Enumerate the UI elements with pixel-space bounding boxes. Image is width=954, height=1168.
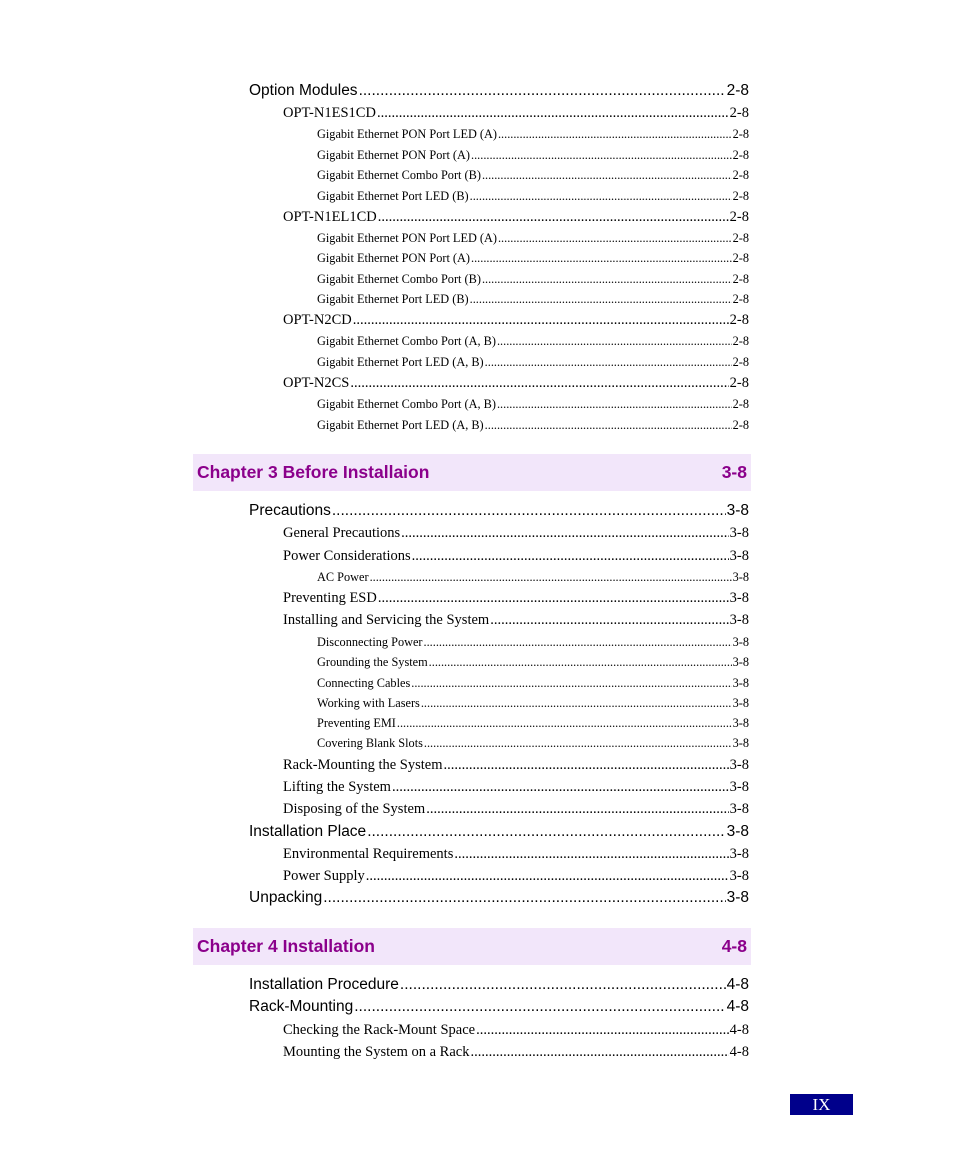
toc-entry[interactable] xyxy=(249,976,749,994)
toc-entry-label: Gigabit Ethernet Port LED (B) xyxy=(317,292,469,306)
toc-entry-page: 3-8 xyxy=(732,676,749,690)
toc-entry[interactable] xyxy=(283,846,749,863)
dot-leader xyxy=(444,757,729,774)
dot-leader xyxy=(482,272,732,287)
toc-entry-label: Mounting the System on a Rack xyxy=(283,1044,470,1060)
chapter-page: 3-8 xyxy=(721,462,747,482)
toc-entry[interactable] xyxy=(317,231,749,246)
toc-entry-page: 2-8 xyxy=(732,148,749,162)
toc-entry-label: Grounding the System xyxy=(317,655,428,669)
dot-leader xyxy=(424,635,732,650)
chapter-heading[interactable] xyxy=(193,928,751,965)
toc-entry[interactable] xyxy=(283,209,749,226)
toc-entry-page: 4-8 xyxy=(729,1022,749,1038)
dot-leader xyxy=(397,716,732,731)
toc-entry[interactable] xyxy=(283,548,749,565)
toc-entry[interactable] xyxy=(249,998,749,1016)
toc-entry-label: Disconnecting Power xyxy=(317,635,423,649)
dot-leader xyxy=(497,397,732,412)
dot-leader xyxy=(377,105,729,122)
toc-entry-label: Checking the Rack-Mount Space xyxy=(283,1022,476,1038)
toc-entry-label: Power Supply xyxy=(283,868,365,884)
dot-leader xyxy=(350,375,728,392)
toc-entry-page: 2-8 xyxy=(732,168,749,182)
toc-entry[interactable] xyxy=(283,757,749,774)
toc-entry-label: Gigabit Ethernet Combo Port (B) xyxy=(317,168,481,182)
dot-leader xyxy=(470,1044,728,1061)
toc-entry-page: 2-8 xyxy=(729,105,749,121)
toc-entry-label: AC Power xyxy=(317,570,369,584)
toc-entry-label: Gigabit Ethernet PON Port (A) xyxy=(317,251,471,265)
toc-entry-label: Gigabit Ethernet Port LED (A, B) xyxy=(317,418,484,432)
toc-entry-page: 2-8 xyxy=(729,375,749,391)
dot-leader xyxy=(490,612,728,629)
toc-entry-page: 2-8 xyxy=(729,312,749,328)
toc-entry[interactable] xyxy=(317,292,749,307)
toc-entry[interactable] xyxy=(283,312,749,329)
toc-entry-page: 2-8 xyxy=(732,418,749,432)
toc-entry[interactable] xyxy=(283,1022,749,1039)
dot-leader xyxy=(471,251,732,266)
toc-entry-label: Power Considerations xyxy=(283,548,411,564)
dot-leader xyxy=(476,1022,729,1039)
toc-entry-page: 2-8 xyxy=(732,334,749,348)
toc-entry-label: General Precautions xyxy=(283,525,401,541)
toc-entry-label: Gigabit Ethernet PON Port LED (A) xyxy=(317,127,497,141)
toc-entry-page: 3-8 xyxy=(732,716,749,730)
toc-entry-page: 3-8 xyxy=(732,655,749,669)
dot-leader xyxy=(366,868,729,885)
toc-entry-page: 3-8 xyxy=(726,823,749,840)
dot-leader xyxy=(354,998,725,1016)
toc-entry[interactable] xyxy=(249,502,749,520)
toc-entry-label: Installation Procedure xyxy=(249,976,399,993)
toc-entry[interactable] xyxy=(317,397,749,412)
toc-entry-label: Gigabit Ethernet PON Port LED (A) xyxy=(317,231,497,245)
toc-entry-page: 4-8 xyxy=(726,976,749,993)
toc-entry[interactable] xyxy=(283,590,749,607)
toc-entry[interactable] xyxy=(283,779,749,796)
toc-entry[interactable] xyxy=(283,868,749,885)
dot-leader xyxy=(411,676,731,691)
toc-entry[interactable] xyxy=(317,696,749,711)
dot-leader xyxy=(378,590,729,607)
toc-entry-page: 3-8 xyxy=(732,696,749,710)
dot-leader xyxy=(485,355,732,370)
dot-leader xyxy=(498,127,732,142)
toc-entry[interactable] xyxy=(249,823,749,841)
toc-entry-label: OPT-N2CS xyxy=(283,375,350,391)
dot-leader xyxy=(426,801,728,818)
toc-entry[interactable] xyxy=(317,189,749,204)
toc-entry[interactable] xyxy=(317,716,749,731)
toc-entry-label: Connecting Cables xyxy=(317,676,411,690)
dot-leader xyxy=(359,82,726,100)
toc-entry[interactable] xyxy=(317,334,749,349)
toc-entry-page: 3-8 xyxy=(732,570,749,584)
toc-entry-label: Precautions xyxy=(249,502,331,519)
toc-entry[interactable] xyxy=(249,82,749,100)
toc-entry-label: Gigabit Ethernet Combo Port (A, B) xyxy=(317,334,496,348)
dot-leader xyxy=(470,189,732,204)
toc-entry-label: Working with Lasers xyxy=(317,696,420,710)
dot-leader xyxy=(485,418,732,433)
toc-entry[interactable] xyxy=(317,676,749,691)
toc-entry[interactable] xyxy=(317,148,749,163)
toc-entry-label: Rack-Mounting the System xyxy=(283,757,443,773)
toc-entry-label: Installation Place xyxy=(249,823,367,840)
toc-entry-label: Lifting the System xyxy=(283,779,391,795)
dot-leader xyxy=(401,525,728,542)
toc-entry-page: 3-8 xyxy=(729,779,749,795)
toc-entry-page: 3-8 xyxy=(729,525,749,541)
toc-entry-label: Disposing of the System xyxy=(283,801,426,817)
toc-entry-page: 2-8 xyxy=(732,127,749,141)
toc-entry-page: 3-8 xyxy=(729,757,749,773)
toc-entry-page: 3-8 xyxy=(726,502,749,519)
toc-entry-page: 2-8 xyxy=(729,209,749,225)
chapter-page: 4-8 xyxy=(721,936,747,956)
toc-entry[interactable] xyxy=(317,272,749,287)
chapter-title: Chapter 4 Installation xyxy=(197,936,375,956)
toc-entry[interactable] xyxy=(283,801,749,818)
toc-entry-page: 2-8 xyxy=(732,355,749,369)
toc-entry[interactable] xyxy=(283,525,749,542)
toc-entry-page: 3-8 xyxy=(726,889,749,906)
toc-entry[interactable] xyxy=(283,105,749,122)
toc-entry-label: Gigabit Ethernet Port LED (A, B) xyxy=(317,355,484,369)
toc-entry-label: Gigabit Ethernet Combo Port (A, B) xyxy=(317,397,496,411)
toc-entry[interactable] xyxy=(283,612,749,629)
toc-entry[interactable] xyxy=(317,655,749,670)
toc-entry[interactable] xyxy=(249,889,749,907)
toc-entry-label: Covering Blank Slots xyxy=(317,736,423,750)
toc-entry[interactable] xyxy=(317,570,749,585)
toc-entry-label: OPT-N1ES1CD xyxy=(283,105,376,121)
dot-leader xyxy=(400,976,726,994)
toc-entry-label: Option Modules xyxy=(249,82,358,99)
toc-entry-page: 3-8 xyxy=(729,612,749,628)
toc-entry-label: Unpacking xyxy=(249,889,323,906)
toc-entry-page: 3-8 xyxy=(732,635,749,649)
toc-entry-label: Preventing EMI xyxy=(317,716,396,730)
dot-leader xyxy=(454,846,728,863)
toc-entry-page: 3-8 xyxy=(729,846,749,862)
toc-entry-label: OPT-N2CD xyxy=(283,312,352,328)
page-number-badge xyxy=(790,1094,853,1115)
toc-entry-label: Installing and Servicing the System xyxy=(283,612,490,628)
dot-leader xyxy=(482,168,732,183)
toc-entry-page: 2-8 xyxy=(732,251,749,265)
toc-entry-label: Preventing ESD xyxy=(283,590,377,606)
toc-entry-page: 3-8 xyxy=(729,868,749,884)
toc-entry[interactable] xyxy=(317,736,749,751)
toc-entry[interactable] xyxy=(283,375,749,392)
dot-leader xyxy=(470,292,732,307)
toc-entry-page: 4-8 xyxy=(729,1044,749,1060)
dot-leader xyxy=(353,312,729,329)
dot-leader xyxy=(367,823,725,841)
toc-entry[interactable] xyxy=(317,418,749,433)
dot-leader xyxy=(378,209,729,226)
toc-entry-page: 3-8 xyxy=(729,548,749,564)
toc-entry-page: 2-8 xyxy=(732,272,749,286)
toc-entry-page: 3-8 xyxy=(732,736,749,750)
dot-leader xyxy=(421,696,732,711)
toc-entry-page: 3-8 xyxy=(729,801,749,817)
dot-leader xyxy=(424,736,732,751)
toc-entry-page: 2-8 xyxy=(726,82,749,99)
toc-entry[interactable] xyxy=(317,355,749,370)
dot-leader xyxy=(429,655,732,670)
toc-entry[interactable] xyxy=(283,1044,749,1061)
toc-entry-label: Gigabit Ethernet Combo Port (B) xyxy=(317,272,481,286)
dot-leader xyxy=(498,231,732,246)
toc-entry-label: OPT-N1EL1CD xyxy=(283,209,377,225)
toc-entry[interactable] xyxy=(317,168,749,183)
chapter-title: Chapter 3 Before Installaion xyxy=(197,462,430,482)
toc-entry[interactable] xyxy=(317,127,749,142)
toc-entry-page: 2-8 xyxy=(732,292,749,306)
dot-leader xyxy=(392,779,729,796)
toc-entry[interactable] xyxy=(317,635,749,650)
dot-leader xyxy=(497,334,732,349)
toc-entry-label: Gigabit Ethernet Port LED (B) xyxy=(317,189,469,203)
dot-leader xyxy=(412,548,729,565)
chapter-heading[interactable] xyxy=(193,454,751,491)
toc-entry-label: Gigabit Ethernet PON Port (A) xyxy=(317,148,471,162)
dot-leader xyxy=(471,148,732,163)
toc-entry-page: 2-8 xyxy=(732,231,749,245)
page-number: IX xyxy=(812,1094,831,1114)
toc-entry-page: 2-8 xyxy=(732,189,749,203)
toc-entry[interactable] xyxy=(317,251,749,266)
toc-entry-page: 2-8 xyxy=(732,397,749,411)
dot-leader xyxy=(370,570,732,585)
toc-entry-label: Environmental Requirements xyxy=(283,846,454,862)
toc-entry-page: 4-8 xyxy=(726,998,749,1015)
toc-entry-label: Rack-Mounting xyxy=(249,998,354,1015)
dot-leader xyxy=(332,502,726,520)
toc-entry-page: 3-8 xyxy=(729,590,749,606)
dot-leader xyxy=(323,889,725,907)
